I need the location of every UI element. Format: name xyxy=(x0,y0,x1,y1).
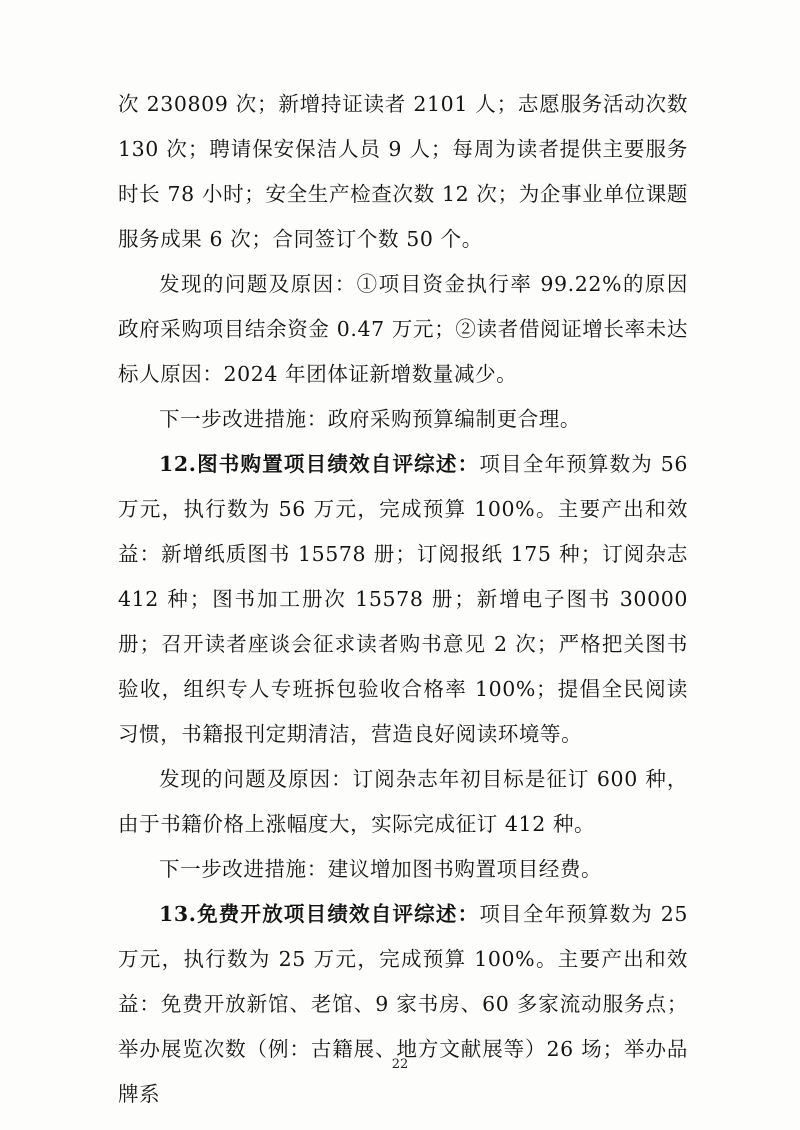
paragraph-4-heading: 12.图书购置项目绩效自评综述： xyxy=(159,452,480,476)
paragraph-3 xyxy=(118,397,688,442)
paragraph-4-text: 项目全年预算数为 56 万元，执行数为 56 万元，完成预算 100%。主要产出和效益：新增纸质图书 15578 册；订阅报纸 175 种；订阅杂志 412 种；图书加工册次 15578 册；新增电子图书 30000 册；召开读者座谈会征求读者购书意见 2 次；严格把关图书验收，组织专人专班拆包验收合格率 100%；提倡全民阅读习惯，书籍报刊定期清洁，营造良好阅读环境等。 xyxy=(118,452,689,746)
paragraph-6-text: 下一步改进措施：建议增加图书购置项目经费。 xyxy=(159,857,603,881)
paragraph-1 xyxy=(118,82,688,262)
paragraph-5-text: 发现的问题及原因：订阅杂志年初目标是征订 600 种，由于书籍价格上涨幅度大，实际完成征订 412 种。 xyxy=(118,767,688,836)
paragraph-5 xyxy=(118,757,688,847)
paragraph-2 xyxy=(118,262,688,397)
paragraph-2-text: 发现的问题及原因：①项目资金执行率 99.22%的原因政府采购项目结余资金 0.47 万元；②读者借阅证增长率未达标人原因：2024 年团体证新增数量减少。 xyxy=(118,272,688,386)
paragraph-1-text: 次 230809 次；新增持证读者 2101 人；志愿服务活动次数 130 次；聘请保安保洁人员 9 人；每周为读者提供主要服务时长 78 小时；安全生产检查次数 12 次；为企事业单位课题服务成果 6 次；合同签订个数 50 个。 xyxy=(118,92,688,251)
document-body xyxy=(118,82,688,1117)
paragraph-7-heading: 13.免费开放项目绩效自评综述： xyxy=(159,902,480,926)
paragraph-3-text: 下一步改进措施：政府采购预算编制更合理。 xyxy=(159,407,581,431)
paragraph-7 xyxy=(118,892,688,1117)
paragraph-6 xyxy=(118,847,688,892)
paragraph-7-text: 项目全年预算数为 25 万元，执行数为 25 万元，完成预算 100%。主要产出和效益：免费开放新馆、老馆、9 家书房、60 多家流动服务点；举办展览次数（例：古籍展、地方文献展等）26 场；举办品牌系 xyxy=(118,902,689,1106)
paragraph-4 xyxy=(118,442,688,757)
page-number: 22 xyxy=(391,1057,409,1072)
